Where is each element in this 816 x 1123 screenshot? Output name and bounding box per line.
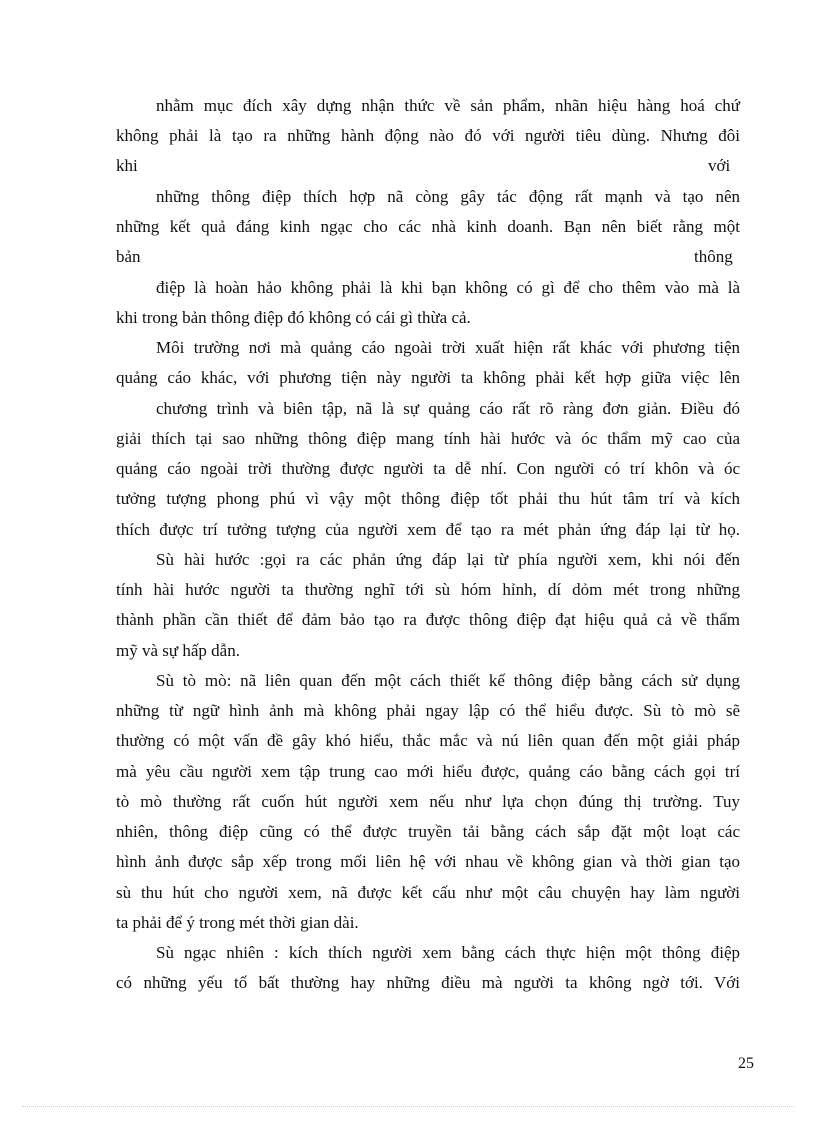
text-line: những từ ngữ hình ảnh mà không phải ngay lập có thể hiểu được. Sù tò mò sẽ [116, 701, 740, 720]
text-line: hình ảnh được sắp xếp trong mối liên hệ với nhau về không gian và thời gian tạo [116, 852, 740, 871]
text-line: nhiên, thông điệp cũng có thể được truyền tải bằng cách sắp đặt một loạt các [116, 822, 740, 841]
text-line: quảng cáo ngoài trời thường được người ta dễ nhí. Con người có trí khôn và óc [116, 459, 740, 478]
text-line: giải thích tại sao những thông điệp mang tính hài hước và óc thẩm mỹ cao của [116, 429, 740, 448]
text-line: Sù hài hước :gọi ra các phản ứng đáp lại từ phía người xem, khi nói đến [156, 550, 740, 569]
text-line: khi [116, 156, 138, 175]
page-number: 25 [738, 1055, 754, 1072]
page-bottom-divider [22, 1106, 794, 1107]
text-line: nhằm mục đích xây dựng nhận thức về sản phẩm, nhãn hiệu hàng hoá chứ [156, 96, 740, 115]
text-line: thường có một vấn đề gây khó hiểu, thắc mắc và nú liên quan đến một giải pháp [116, 731, 740, 750]
text-line: khi trong bản thông điệp đó không có cái gì thừa cả. [116, 308, 471, 327]
text-line: không phải là tạo ra những hành động nào đó với người tiêu dùng. Nhưng đôi [116, 126, 740, 145]
text-line: điệp là hoàn hảo không phải là khi bạn không có gì để cho thêm vào mà là [156, 278, 740, 297]
text-line: mỹ và sự hấp dẫn. [116, 641, 240, 660]
text-line: sù thu hút cho người xem, nã được kết cấu như một câu chuyện hay làm người [116, 883, 740, 902]
text-line: có những yếu tố bất thường hay những điều mà người ta không ngờ tới. Với [116, 973, 740, 992]
text-line: quảng cáo khác, với phương tiện này người ta không phải kết hợp giữa việc lên [116, 368, 740, 387]
text-line: tưởng tượng phong phú vì vậy một thông điệp tốt phải thu hút tâm trí và kích [116, 489, 740, 508]
text-line: tính hài hước người ta thường nghĩ tới sù hóm hỉnh, dí dỏm mét trong những [116, 580, 740, 599]
text-line: chương trình và biên tập, nã là sự quảng cáo rất rõ ràng đơn giản. Điều đó [156, 399, 740, 418]
text-line: Sù ngạc nhiên : kích thích người xem bằng cách thực hiện một thông điệp [156, 943, 740, 962]
text-line: những thông điệp thích hợp nã còng gây tác động rất mạnh và tạo nên [156, 187, 740, 206]
text-line: tò mò thường rất cuốn hút người xem nếu như lựa chọn đúng thị trường. Tuy [116, 792, 740, 811]
text-line: thích được trí tưởng tượng của người xem để tạo ra mét phản ứng đáp lại từ họ. [116, 520, 740, 539]
text-line: mà yêu cầu người xem tập trung cao mới hiểu được, quảng cáo bằng cách gọi trí [116, 762, 740, 781]
text-line: Môi trường nơi mà quảng cáo ngoài trời xuất hiện rất khác với phương tiện [156, 338, 740, 357]
text-line: ta phải để ý trong mét thời gian dài. [116, 913, 359, 932]
text-line: những kết quả đáng kinh ngạc cho các nhà kinh doanh. Bạn nên biết rằng một [116, 217, 740, 236]
text-line: bản [116, 247, 141, 266]
text-line: Sù tò mò: nã liên quan đến một cách thiết kế thông điệp bằng cách sử dụng [156, 671, 740, 690]
text-line: thông [694, 247, 733, 266]
text-line: với [708, 156, 731, 175]
text-line: thành phần cần thiết để đảm bảo tạo ra được thông điệp đạt hiệu quả cả về thẩm [116, 610, 740, 629]
